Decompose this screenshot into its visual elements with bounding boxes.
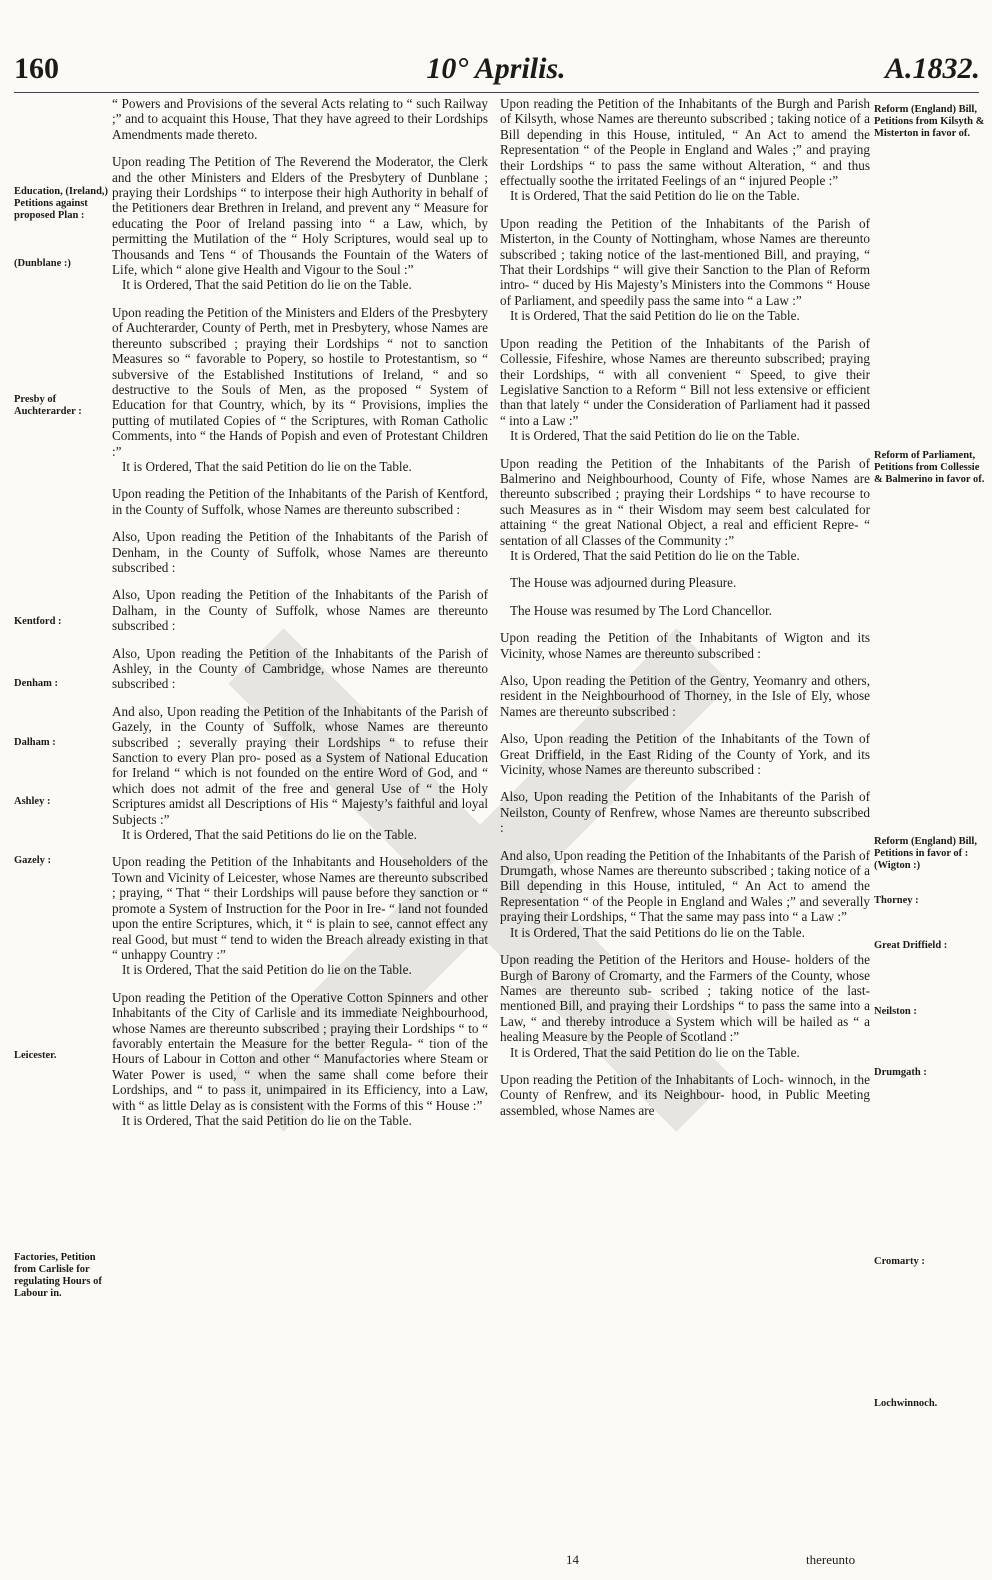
entry-ashley — [112, 646, 488, 692]
entry-kilsyth — [500, 96, 870, 204]
entry-text: Also, Upon reading the Petition of the Inhabitants of the Parish of Denham, in the County of Suffolk, whose Names are thereunto subscribed : — [112, 529, 488, 575]
entry-text: Upon reading the Petition of the Inhabitants of Wigton and its Vicinity, whose Names are thereunto subscribed : — [500, 630, 870, 661]
entry-carlisle — [112, 990, 488, 1129]
entry-order: It is Ordered, That the said Petition do lie on the Table. — [122, 277, 412, 293]
margin-note-education: Education, (Ireland,) Petitions against proposed Plan : — [14, 186, 109, 221]
page-date: 10° Aprilis. — [426, 52, 566, 85]
entry-text: And also, Upon reading the Petition of the Inhabitants of the Parish of Drumgath, whose Names are thereunto subscribed ; taking notice of a Bill depending in this House, intituled, “ An Act to amend the Representation “ of the People in England and Wales ;” and severally praying their Lordships, “ That the same may pass into “ a Law :” — [500, 847, 870, 925]
margin-note-denham: Denham : — [14, 678, 59, 689]
entry-text: Also, Upon reading the Petition of the Inhabitants of the Parish of Neilston, County of Renfrew, whose Names are thereunto subscribed : — [500, 789, 870, 836]
entry-order: It is Ordered, That the said Petition do lie on the Table. — [122, 962, 412, 978]
entry-text: Upon reading the Petition of the Inhabitants of the Burgh and Parish of Kilsyth, whose Names are thereunto subscribed ; taking notice of a Bill depending in this House, intituled, “ An Act to amend the Representation “ of the People in England and Wales ;” and praying their Lordships “ to pass the same without Alteration, “ and thus effectually soothe the irritated Feelings of an “ injured People :” — [500, 96, 870, 189]
page-year: A.1832. — [884, 52, 980, 85]
entry-text: Also, Upon reading the Petition of the Inhabitants of the Town of Great Driffield, in the East Riding of the County of York, and its Vicinity, whose Names are thereunto subscribed : — [500, 731, 870, 778]
entry-dalham — [112, 587, 488, 633]
margin-note-reform-collessie: Reform of Parliament, Petitions from Collessie & Balmerino in favor of. — [874, 450, 985, 485]
entry-wigton — [500, 630, 870, 661]
entry-leicester — [112, 854, 488, 977]
entry-text: Upon reading the Petition of the Inhabitants and Householders of the Town and Vicinity of Leicester, whose Names are thereunto subscribed ; praying, “ That “ their Lordships will pause before they sanction or “ promote a System of Instruction for the Poor in Ire- “ land not founded upon the entire Scriptures, which, it “ is plain to see, cannot effect any real Good, but must “ tend to widen the Breach already existing in that “ unhappy Country :” — [112, 854, 488, 962]
margin-note-thorney: Thorney : — [874, 895, 919, 906]
entry-misterton — [500, 216, 870, 324]
margin-note-drumgath: Drumgath : — [874, 1067, 927, 1078]
page-header — [0, 52, 992, 92]
right-column — [500, 96, 870, 1130]
entry-text: Upon reading the Petition of the Operative Cotton Spinners and other Inhabitants of the City of Carlisle and its immediate Neighbourhood, whose Names are thereunto subscribed ; praying their Lordships “ to “ favorably entertain the Measure for the better Regula- “ tion of the Hours of Labour in Cotton and other “ Manufactories where Steam or Water Power is used, “ when the same shall come before their Lordships, and “ to pass it, unimpaired in its Efficiency, into a Law, with “ as little Delay as is consistent with the Forms of this “ House :” — [112, 989, 488, 1113]
entry-text: And also, Upon reading the Petition of the Inhabitants of the Parish of Gazely, in the County of Suffolk, whose Names are thereunto subscribed ; severally praying their Lordships “ to refuse their Sanction to every Plan pro- posed as a System of National Education for Ireland “ which is not founded on the entire Word of God, and “ which does not admit of the free and general Use of “ the Holy Scriptures amidst all Descriptions of His “ Majesty’s faithful and loyal Subjects :” — [112, 703, 488, 827]
entry-order: It is Ordered, That the said Petition do lie on the Table. — [510, 428, 800, 444]
entry-order: It is Ordered, That the said Petition do lie on the Table. — [510, 547, 800, 563]
house-resumed: The House was resumed by The Lord Chancellor. — [510, 602, 772, 618]
entry-balmerino — [500, 456, 870, 564]
margin-note-lochwinnoch: Lochwinnoch. — [874, 1398, 938, 1409]
entry-text: Also, Upon reading the Petition of the Inhabitants of the Parish of Dalham, in the County of Suffolk, whose Names are thereunto subscribed : — [112, 587, 488, 634]
signature-mark: 14 — [566, 1552, 579, 1567]
margin-note-leicester: Leicester. — [14, 1050, 57, 1061]
entry-order: It is Ordered, That the said Petitions do lie on the Table. — [510, 924, 805, 940]
entry-neilston — [500, 789, 870, 835]
entry-text: Upon reading the Petition of the Inhabitants of the Parish of Collessie, Fifeshire, whose Names are thereunto subscribed; praying their Lordships, “ with all convenient “ Speed, to give their Legislative Sanction to a Reform “ Bill not less extensive or efficient than that lately “ under the Consideration of Parliament had it passed “ into a Law :” — [500, 335, 870, 428]
entry-order: It is Ordered, That the said Petition do lie on the Table. — [122, 458, 412, 474]
entry-text: “ Powers and Provisions of the several Acts relating to “ such Railway ;” and to acquaint this House, That they have agreed to their Lordships Amendments made thereto. — [112, 96, 488, 142]
entry-order: It is Ordered, That the said Petition do lie on the Table. — [122, 1112, 412, 1128]
margin-note-factories: Factories, Petition from Carlisle for regulating Hours of Labour in. — [14, 1252, 102, 1299]
margin-note-dunblane: (Dunblane :) — [14, 258, 71, 269]
entry-auchterarder — [112, 305, 488, 474]
margin-note-ashley: Ashley : — [14, 796, 51, 807]
catchword: thereunto — [806, 1552, 856, 1567]
entry-text: Upon reading the Petition of the Ministers and Elders of the Presbytery of Auchterarder, County of Perth, met in Presbytery, whose Names are thereunto subscribed ; praying their Lordships “ not to sanction Measures so “ favorable to Popery, so hostile to Protestantism, so “ subversive of the Established Institutions of Ireland, “ and so destructive to the Souls of Men, as the proposed “ System of Education for that Country, which, by its “ Provisions, implies the putting of mutilated Copies of “ the Scriptures, with Roman Catholic Comments, into “ the Hands of Popish and even of Protestant Children :” — [112, 304, 488, 459]
entry-order: It is Ordered, That the said Petition do lie on the Table. — [510, 188, 800, 204]
entry-order: It is Ordered, That the said Petitions do lie on the Table. — [122, 827, 417, 843]
entry-text: Also, Upon reading the Petition of the Gentry, Yeomanry and others, resident in the Neighbourhood of Thorney, in the Isle of Ely, whose Names are thereunto subscribed : — [500, 673, 870, 719]
entry-text: Upon reading the Petition of the Inhabitants of the Parish of Kentford, in the County of Suffolk, whose Names are thereunto subscribed : — [112, 486, 488, 517]
entry-dunblane — [112, 154, 488, 293]
entry-text: Upon reading the Petition of the Heritors and House- holders of the Burgh of Barony of Cromarty, and the Farmers of the County, whose Names are thereunto sub- scribed ; taking notice of the last-mentioned Bill, and praying their Lordships “ to pass the same into a Law, “ and thereby introduce a System which will be hailed as “ a healing Measure by the People of Scotland :” — [500, 952, 870, 1045]
margin-note-kentford: Kentford : — [14, 616, 62, 627]
house-adjourned: The House was adjourned during Pleasure. — [510, 575, 737, 591]
entry-order: It is Ordered, That the said Petition do lie on the Table. — [510, 1044, 800, 1060]
entry-drumgath — [500, 848, 870, 940]
entry-order: It is Ordered, That the said Petition do lie on the Table. — [510, 308, 800, 324]
margin-note-reform-wigton: Reform (England) Bill, Petitions in favor of : (Wigton :) — [874, 836, 977, 871]
entry-text: Upon reading The Petition of The Reverend the Moderator, the Clerk and the other Ministers and Elders of the Presbytery of Dunblane ; praying their Lordships “ to interpose their high Authority in behalf of the Petitioners dear Brethren in Ireland, and prevent any “ Measure for educating the Poor of Ireland passing into “ a Law, which, by permitting the Mutilation of the “ Holy Scriptures, would seal up to Thousands and Tens “ of Thousands the Fountain of the Waters of Life, which “ alone give Health and Vigour to the Soul :” — [112, 154, 488, 278]
entry-cromarty — [500, 952, 870, 1060]
entry-kentford — [112, 486, 488, 517]
margin-note-neilston: Neilston : — [874, 1006, 917, 1017]
margin-note-auchterarder: Presby of Auchterarder : — [14, 394, 82, 417]
entry-thorney — [500, 673, 870, 719]
entry-intro — [112, 96, 488, 142]
margin-note-reform-kilsyth: Reform (England) Bill, Petitions from Kilsyth & Misterton in favor of. — [874, 104, 985, 139]
entry-text: Upon reading the Petition of the Inhabitants of the Parish of Balmerino and Neighbourhood, County of Fife, whose Names are thereunto subscribed ; praying their Lordships “ to have recourse to such Measures as in “ their Wisdom may seem best calculated for attaining “ the great National Object, a real and efficient Repre- “ sentation of all Classes of the Community :” — [500, 455, 870, 548]
entry-driffield — [500, 731, 870, 777]
entry-collessie — [500, 336, 870, 444]
entry-lochwinnoch — [500, 1072, 870, 1118]
margin-note-gazely: Gazely : — [14, 855, 52, 866]
page-number: 160 — [14, 52, 59, 85]
header-rule — [14, 92, 979, 93]
entry-text: Upon reading the Petition of the Inhabitants of the Parish of Misterton, in the County of Nottingham, whose Names are thereunto subscribed ; taking notice of the last-mentioned Bill, and praying, “ That their Lordships “ will give their Sanction to the Plan of Reform intro- “ duced by His Majesty’s Ministers into the Commons “ House of Parliament, and speedily pass the same into “ a Law :” — [500, 215, 870, 308]
left-column — [112, 96, 488, 1140]
entry-text: Also, Upon reading the Petition of the Inhabitants of the Parish of Ashley, in the County of Cambridge, whose Names are thereunto subscribed : — [112, 645, 488, 692]
entry-text: Upon reading the Petition of the Inhabitants of Loch- winnoch, in the County of Renfrew, and its Neighbour- hood, in Public Meeting assembled, whose Names are — [500, 1071, 870, 1118]
margin-note-cromarty: Cromarty : — [874, 1256, 925, 1267]
entry-denham — [112, 529, 488, 575]
entry-gazely — [112, 704, 488, 843]
margin-note-driffield: Great Driffield : — [874, 940, 948, 951]
margin-note-dalham: Dalham : — [14, 737, 56, 748]
